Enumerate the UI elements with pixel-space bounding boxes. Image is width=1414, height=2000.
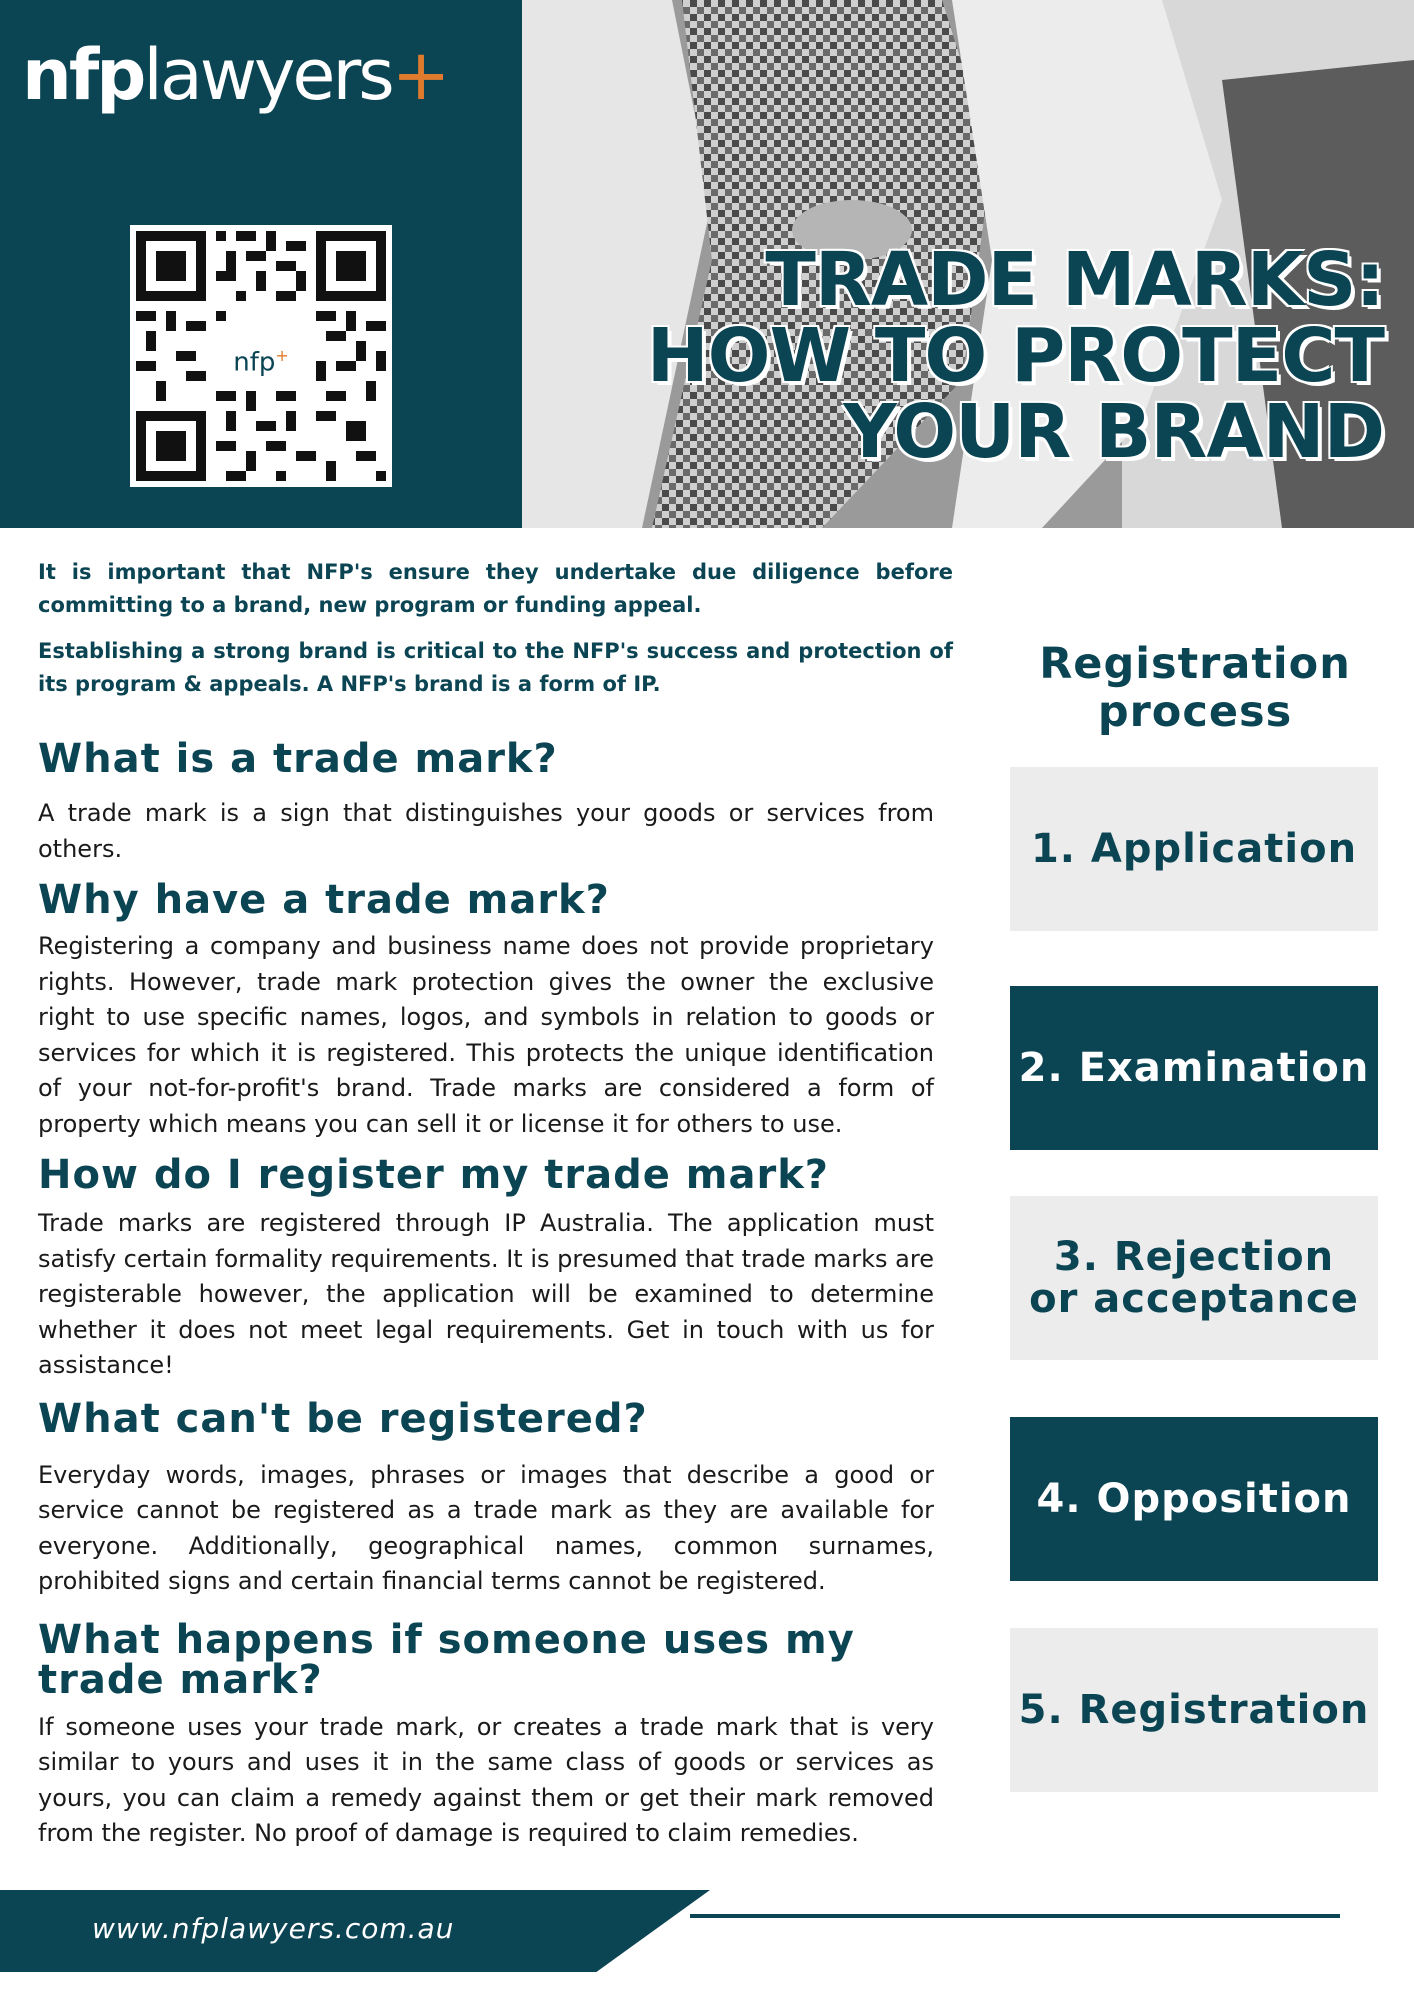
step-registration: 5. Registration	[1010, 1628, 1378, 1792]
intro-paragraph: Establishing a strong brand is critical to the NFP's success and protection of its program & appeals. A NFP's brand is a form of IP.	[38, 639, 953, 696]
section-body: If someone uses your trade mark, or creates a trade mark that is very similar to yours and uses it in the same class of goods or services as yours, you can claim a remedy against them or get their mark removed from the register. No proof of damage is required to claim remedies.	[38, 1712, 934, 1847]
section-body: Everyday words, images, phrases or images that describe a good or service cannot be registered as a trade mark as they are available for everyone. Additionally, geographical names, common surnames, prohibited signs and certain financial terms cannot be registered.	[38, 1460, 934, 1595]
qr-code[interactable]	[130, 225, 392, 487]
website-link[interactable]: www.nfplawyers.com.au	[92, 1912, 455, 1945]
registration-process-title: Registration process	[1039, 639, 1351, 737]
main-content	[38, 738, 934, 1852]
section-cannot-register	[38, 1395, 934, 1600]
step-opposition: 4. Opposition	[1010, 1417, 1378, 1581]
step-rejection-acceptance: 3. Rejection or acceptance	[1010, 1196, 1378, 1360]
hero-title-line: YOUR BRAND	[843, 389, 1384, 475]
section-heading: Why have a trade mark?	[38, 877, 610, 923]
section-heading: What can't be registered?	[38, 1395, 648, 1442]
page-header	[0, 0, 1414, 528]
qr-center-logo: nfp+	[225, 338, 297, 374]
header-photo	[522, 0, 1414, 528]
section-heading: What happens if someone uses my trade mark?	[38, 1616, 855, 1703]
footer-divider	[690, 1914, 1340, 1918]
section-why-have	[38, 879, 934, 1142]
section-heading: What is a trade mark?	[38, 736, 558, 782]
section-body: A trade mark is a sign that distinguishes your goods or services from others.	[38, 799, 934, 863]
section-someone-uses	[38, 1616, 934, 1852]
hero-title-line: TRADE MARKS:	[765, 237, 1384, 323]
step-examination: 2. Examination	[1010, 986, 1378, 1150]
step-application: 1. Application	[1010, 767, 1378, 931]
section-what-is	[38, 738, 934, 867]
section-body: Trade marks are registered through IP Australia. The application must satisfy certain formality requirements. It is presumed that trade marks are registerable however, the application will be examined to determine whether it does not meet legal requirements. Get in touch with us for assistance!	[38, 1209, 934, 1379]
hero-title-line: HOW TO PROTECT	[646, 313, 1384, 399]
section-body: Registering a company and business name does not provide proprietary rights. However, trade mark protection gives the owner the exclusive right to use specific names, logos, and symbols in relation to goods or services for which it is registered. This protects the unique identification of your not-for-profit's brand. Trade marks are considered a form of property which means you can sell it or license it for others to use.	[38, 932, 934, 1138]
brand-panel	[0, 0, 522, 528]
hero-title	[646, 237, 1384, 475]
intro-paragraph: It is important that NFP's ensure they undertake due diligence before committing to a brand, new program or funding appeal.	[38, 560, 953, 617]
section-heading: How do I register my trade mark?	[38, 1152, 830, 1198]
section-how-register	[38, 1154, 934, 1384]
company-logo: nfplawyers+	[22, 34, 448, 116]
intro-text	[38, 556, 953, 714]
